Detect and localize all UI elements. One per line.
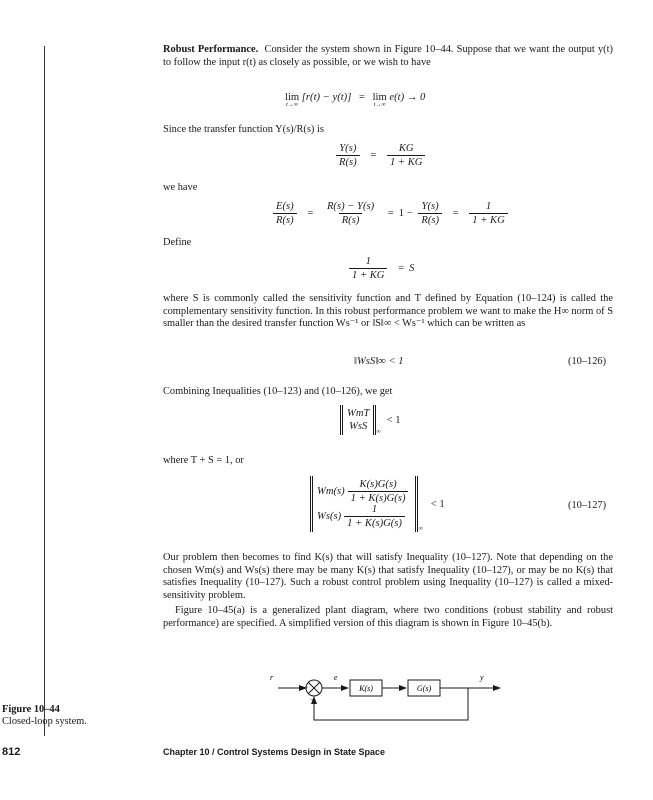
problem-paragraph: Our problem then becomes to find K(s) that will satisfy Inequality (10–127). Note that depending on the chosen Wm(s) and Ws(s) there may be many K(s) that satisfy Inequality (10–127), or may be no K(s) that satisfies Inequality (10–127). Such a robust control problem using Inequality (10–127) is called a mixed-sensitivity problem. bbox=[163, 552, 613, 601]
error-equation: $\frac{E(s)}{R(s)}$ = $\frac{R(s) - Y(s)}{R(s)}$ = 1 − $\frac{Y(s)}{R(s)}$ = $\frac{1}{1 + KG}$ bbox=[270, 201, 511, 226]
equation-number-126: (10–126) bbox=[568, 356, 607, 367]
we-have-paragraph: we have bbox=[163, 182, 198, 193]
caption-title: Figure 10–44 bbox=[2, 704, 60, 715]
feedback-path bbox=[314, 688, 468, 720]
limit-lhs: [r(t) − y(t)] bbox=[301, 92, 352, 103]
where-paragraph: where S is commonly called the sensitivity function and T defined by Equation (10–124) is called the complementary sensitivity function. In this robust performance problem we want to make the H∞ norm of S smaller than the desired transfer function Ws⁻¹ or ‖S‖∞ < Ws⁻¹ which can be written as bbox=[163, 293, 613, 330]
equation-10-127: Wm(s) $\frac{K(s)G(s)}{1 + K(s)G(s)}$ Ws(s) $\frac{1}{1 + K(s)G(s)}$ ∞ < 1 bbox=[310, 476, 445, 532]
intro-text: Consider the system shown in Figure 10–44. Suppose that we want the output y(t) to follow the input r(t) as closely as possible, or we wish to have bbox=[163, 44, 613, 68]
figure-caption bbox=[2, 704, 162, 728]
intro-paragraph bbox=[163, 44, 613, 69]
signal-e-label: e bbox=[334, 673, 338, 682]
since-paragraph: Since the transfer function Y(s)/R(s) is bbox=[163, 124, 324, 135]
plus-sign: + bbox=[304, 684, 308, 692]
define-paragraph: Define bbox=[163, 237, 192, 248]
chapter-footer: Chapter 10 / Control Systems Design in State Space bbox=[163, 747, 386, 757]
margin-rule bbox=[44, 46, 45, 736]
signal-r-label: r bbox=[270, 673, 274, 682]
limit-equation: lim t→∞ [r(t) − y(t)] = lim t→∞ e(t) → 0 bbox=[285, 92, 426, 108]
transfer-function-equation: $\frac{Y(s)}{R(s)}$ = $\frac{KG}{1 + KG}$ bbox=[333, 143, 428, 168]
page-number: 812 bbox=[2, 746, 21, 758]
signal-y-label: y bbox=[480, 673, 484, 682]
closed-loop-block-diagram bbox=[260, 668, 520, 734]
limit-rhs: e(t) → 0 bbox=[389, 92, 426, 103]
plant-label: G(s) bbox=[416, 684, 432, 693]
figure-paragraph: Figure 10–45(a) is a generalized plant diagram, where two conditions (robust stability and robust performance) are specified. A simplified version of this diagram is shown in Figure 10–45(b). bbox=[163, 605, 613, 629]
equation-number-127: (10–127) bbox=[568, 500, 607, 511]
combined-norm-equation: WmT WsS ∞ < 1 bbox=[340, 405, 401, 435]
combining-paragraph: Combining Inequalities (10–123) and (10–126), we get bbox=[163, 386, 393, 397]
where2-paragraph: where T + S = 1, or bbox=[163, 455, 244, 466]
sensitivity-definition: $\frac{1}{1 + KG}$ = S bbox=[346, 256, 414, 281]
equation-10-126: ‖WsS‖∞ < 1 bbox=[354, 356, 404, 367]
controller-label: K(s) bbox=[359, 684, 373, 693]
minus-sign: − bbox=[310, 695, 315, 704]
section-heading: Robust Performance. bbox=[163, 44, 259, 55]
caption-text: Closed-loop system. bbox=[2, 716, 87, 727]
